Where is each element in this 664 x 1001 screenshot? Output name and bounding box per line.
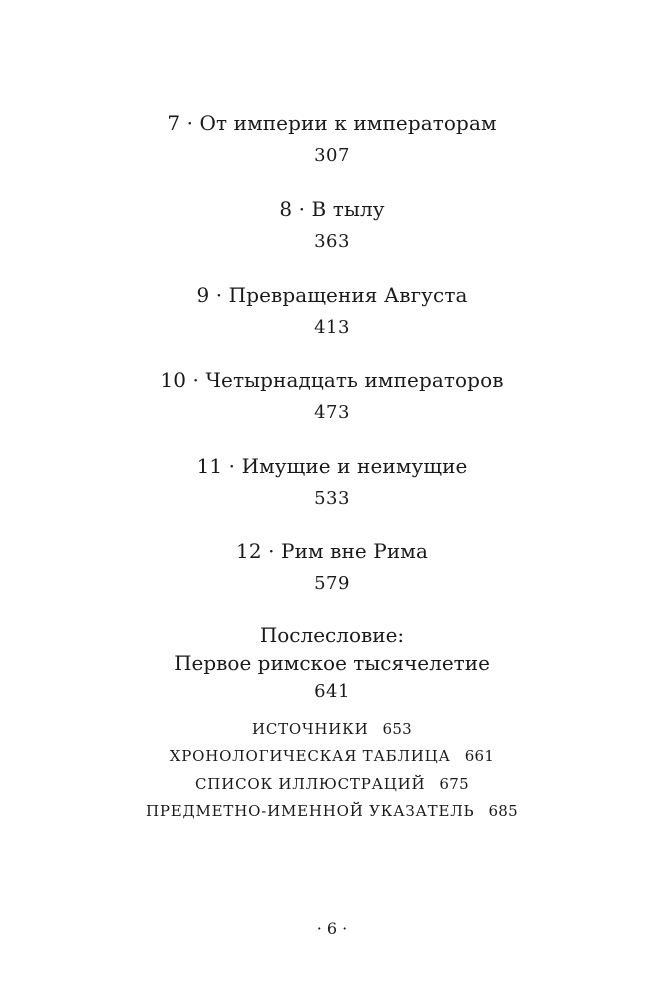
toc-entry-chapter-9[interactable] xyxy=(0,283,664,339)
toc-entry-chapter-10[interactable] xyxy=(0,368,664,424)
chapter-title: 11 · Имущие и неимущие xyxy=(196,454,468,478)
appendix-page-number: 661 xyxy=(464,747,495,765)
chapter-page-number: 579 xyxy=(314,573,350,594)
chapter-title: 10 · Четырнадцать императоров xyxy=(160,368,504,392)
afterword-page-number: 641 xyxy=(314,681,350,702)
chapter-page-number: 363 xyxy=(314,231,350,252)
chapter-page-number: 473 xyxy=(314,402,350,423)
toc-entry-afterword[interactable] xyxy=(0,623,664,703)
chapter-title: 12 · Рим вне Рима xyxy=(236,539,428,563)
toc-entry-chapter-11[interactable] xyxy=(0,454,664,510)
toc-entry-chapter-12[interactable] xyxy=(0,539,664,595)
toc-entry-chapter-8[interactable] xyxy=(0,197,664,253)
appendix-title: ПРЕДМЕТНО-ИМЕННОЙ УКАЗАТЕЛЬ xyxy=(145,802,475,820)
toc-entry-chapter-7[interactable] xyxy=(0,111,664,167)
toc-entry-illustrations[interactable] xyxy=(0,774,664,794)
chapter-title: 7 · От империи к императорам xyxy=(167,111,497,135)
page-folio: · 6 · xyxy=(316,919,348,938)
chapter-page-number: 533 xyxy=(314,488,350,509)
chapter-title: 9 · Превращения Августа xyxy=(196,283,468,307)
chapter-page-number: 413 xyxy=(314,317,350,338)
appendix-page-number: 675 xyxy=(439,775,469,793)
appendix-title: СПИСОК ИЛЛЮСТРАЦИЙ xyxy=(195,775,426,793)
appendix-title: ИСТОЧНИКИ xyxy=(251,720,369,738)
afterword-title: Первое римское тысячелетие xyxy=(174,651,490,675)
chapter-title: 8 · В тылу xyxy=(279,197,385,221)
toc-entry-sources[interactable] xyxy=(0,719,664,739)
toc-entry-chronology[interactable] xyxy=(0,746,664,766)
afterword-label: Послесловие: xyxy=(259,623,405,647)
appendix-page-number: 685 xyxy=(488,802,518,820)
appendix-title: ХРОНОЛОГИЧЕСКАЯ ТАБЛИЦА xyxy=(169,747,451,765)
appendix-page-number: 653 xyxy=(382,720,413,738)
chapter-page-number: 307 xyxy=(314,145,350,166)
toc-entry-index[interactable] xyxy=(0,801,664,821)
